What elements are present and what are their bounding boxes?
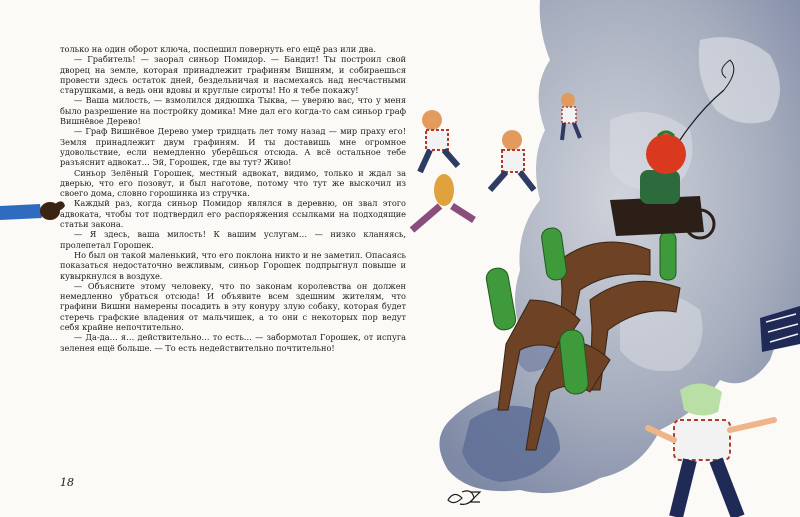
paragraph: Синьор Зелёный Горошек, местный адвокат, видимо, только и ждал за дверью, что его позовут, и был наготове, потому что тут же выскочил из своего дома, словно горошинка из стручка. <box>60 167 406 199</box>
paragraph: только на один оборот ключа, поспешил повернуть его ещё раз или два. <box>60 44 376 54</box>
paragraph: — Граф Вишнёвое Дерево умер тридцать лет тому назад — мир праху его! Земля принадлежит двум графиням. И ты доставишь мне огромное удовольствие, если немедленно уберёшься отсюда. А всё остальное тебе разъяснит адвокат… Эй, Горошек, где вы тут? Живо! <box>60 126 406 168</box>
paragraph: — Объясните этому человеку, что по законам королевства он должен немедленно убраться отсюда! И объявите всем здешним жителям, что графини Вишни намерены посадить в эту конуру злую собаку, которая будет стеречь графские владения от мальчишек, а то они с некоторых пор ведут себя крайне непочтительно. <box>60 280 406 333</box>
paragraph: — Ваша милость, — взмолился дядюшка Тыква, — уверяю вас, что у меня было разрешение на постройку домика! Мне дал его когда-то сам синьор граф Вишнёвое Дерево! <box>60 95 406 127</box>
paragraph: — Я здесь, ваша милость! К вашим услугам… — низко кланяясь, пролепетал Горошек. <box>60 229 406 250</box>
artist-signature <box>448 491 480 505</box>
paragraph: — Грабитель! — заорал синьор Помидор. — Бандит! Ты построил свой дворец на земле, которая принадлежит графиням Вишням, и собираешься провести здесь остаток дней, бездельничая и насмехаясь над несчастными старушками, а ведь они вдовы и круглые сироты! Но я тебе покажу! <box>60 54 406 96</box>
paragraph: — Да-да… я… действительно… то есть… — забормотал Горошек, от испуга зеленея ещё больше. — То есть недействительно почтительно! <box>60 332 406 353</box>
paragraph: Каждый раз, когда синьор Помидор являлся в деревню, он звал этого адвоката, чтобы тот подтвердил его распоряжения ссылками на подходящие статьи закона. <box>60 198 406 230</box>
page-number: 18 <box>60 476 74 489</box>
paragraph: Но был он такой маленький, что его поклона никто и не заметил. Опасаясь показаться недостаточно вежливым, синьор Горошек подпрыгнул повыше и кувыркнулся в воздухе. <box>60 249 406 281</box>
